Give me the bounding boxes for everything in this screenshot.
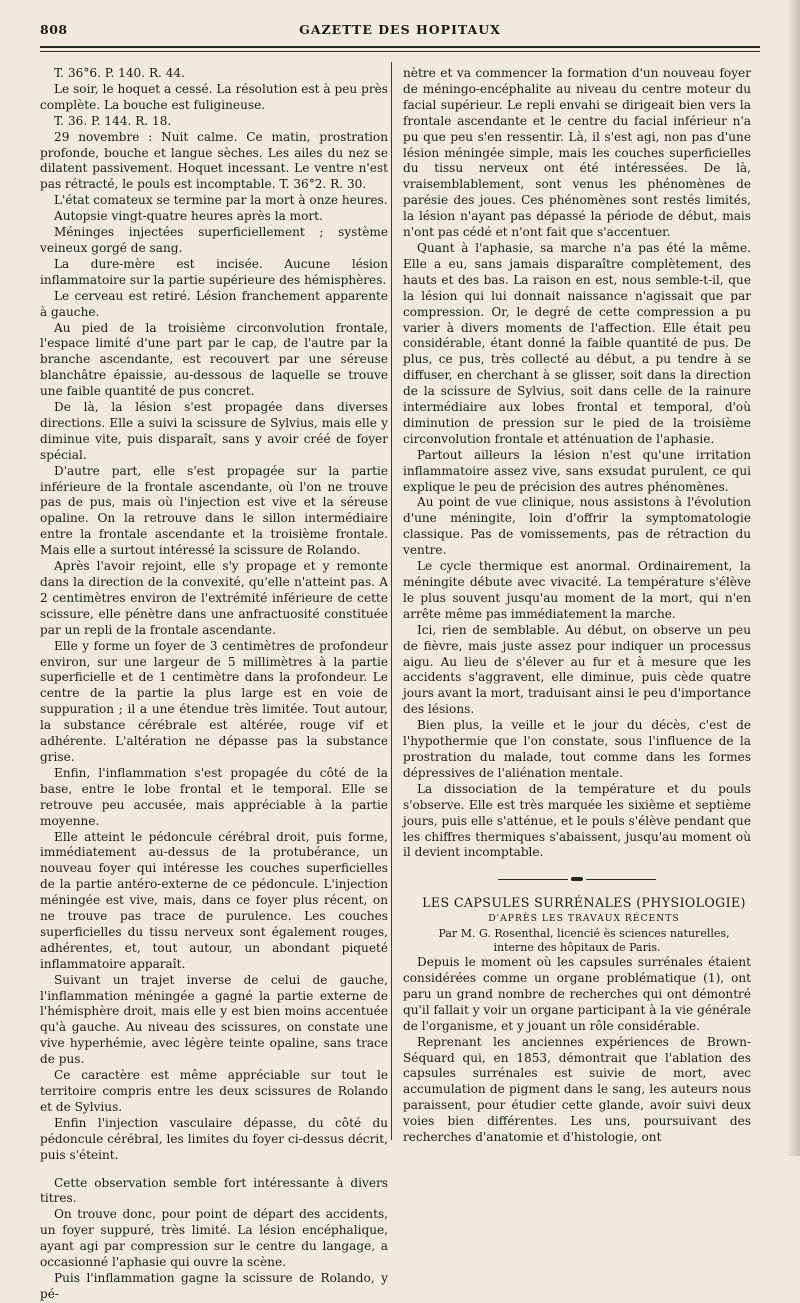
- ornament-line: [498, 879, 568, 880]
- paragraph: T. 36°6. P. 140. R. 44.: [54, 66, 185, 80]
- paragraph: Puis l'inflammation gagne la scissure de Rolando, y pé-: [40, 1270, 388, 1301]
- paragraph: Elle y forme un foyer de 3 centimètres de profondeur environ, sur une largeur de 5 millimètres à la partie superficielle et de 1 centimètre dans la profondeur. Le centre de la partie la plus large est en voie de suppuration ; il a une étendue très limitée. Tout autour, la substance cérébrale est altérée, rouge vif et adhérente. L'altération ne dépasse pas la substance grise.: [40, 638, 388, 764]
- left-column: [40, 66, 388, 1303]
- paragraph: On trouve donc, pour point de départ des accidents, un foyer suppuré, très limité. La lésion encéphalique, ayant agi par compression sur le centre du langage, a occasionné l'aphasie qui ouvre la scène.: [40, 1207, 388, 1270]
- article-byline: Par M. G. Rosenthal, licencié ès sciences naturelles, interne des hôpitaux de Paris.: [438, 927, 730, 955]
- paragraph: T. 36. P. 144. R. 18.: [54, 113, 172, 128]
- paragraph: La dissociation de la température et du pouls s'observe. Elle est très marquée les sixième et septième jours, puis elle s'atténue, et le pouls s'élève pendant que les chiffres thermiques s'abaissent, jusqu'au moment où il devient incomptable.: [403, 781, 751, 860]
- paragraph: Le soir, le hoquet a cessé. La résolution est à peu près complète. La bouche est fuligineuse.: [40, 81, 388, 112]
- page-header: [40, 22, 760, 40]
- paragraph: L'état comateux se termine par la mort à onze heures.: [54, 193, 388, 208]
- paragraph: Ici, rien de semblable. Au début, on observe un peu de fièvre, mais juste assez pour indiquer un processus aigu. Au lieu de s'élever au fur et à mesure que les accidents s'aggravent, elle diminue, puis cède quatre jours avant la mort, traduisant ainsi le peu d'importance des lésions.: [403, 622, 751, 717]
- paragraph: La dure-mère est incisée. Aucune lésion inflammatoire sur la partie supérieure des hémisphères.: [40, 256, 388, 287]
- paragraph: Bien plus, la veille et le jour du décès, c'est de l'hypothermie que l'on constate, sous l'influence de la prostration du malade, tout comme dans les formes dépressives de l'aliénation mentale.: [403, 718, 751, 780]
- article-title: LES CAPSULES SURRÉNALES (PHYSIOLOGIE): [422, 895, 746, 911]
- paragraph: Ce caractère est même appréciable sur tout le territoire compris entre les deux scissures de Rolando et de Sylvius.: [40, 1068, 388, 1114]
- paragraph: Elle atteint le pédoncule cérébral droit, puis forme, immédiatement au-dessus de la protubérance, un nouveau foyer qui intéresse les couches superficielles de la partie antéro-externe de ce pédoncule. L'injection méningée est vive, mais, dans ce foyer plus récent, on ne trouve pas trace de purulence. Les couches superficielles du tissu nerveux sont également rouges, adhérentes, et, tout autour, un abondant piqueté inflammatoire apparaît.: [40, 829, 388, 971]
- paragraph: Au point de vue clinique, nous assistons à l'évolution d'une méningite, loin d'offrir la symptomatologie classique. Pas de vomissements, pas de rétraction du ventre.: [403, 495, 751, 558]
- paragraph: Le cycle thermique est anormal. Ordinairement, la méningite débute avec vivacité. La température s'élève le plus souvent jusqu'au moment de la mort, qui n'en arrête même pas immédiatement la marche.: [403, 559, 751, 621]
- paragraph: Enfin, l'inflammation s'est propagée du côté de la base, entre le lobe frontal et le temporal. Elle se retrouve peu accusée, mais appréciable à la partie moyenne.: [40, 765, 388, 828]
- section-gap: [40, 1164, 388, 1176]
- paragraph: Autopsie vingt-quatre heures après la mort.: [54, 209, 323, 224]
- paragraph: Suivant un trajet inverse de celui de gauche, l'inflammation méningée a gagné la partie externe de l'hémisphère droit, mais elle y est bien moins accentuée qu'à gauche. Au niveau des scissures, on constate une vive hyperhémie, avec légère teinte opaline, sans trace de pus.: [40, 972, 388, 1067]
- paragraph: Méninges injectées superficiellement ; système veineux gorgé de sang.: [40, 225, 388, 255]
- paragraph: nètre et va commencer la formation d'un nouveau foyer de méningo-encéphalite au niveau du centre moteur du facial supérieur. Le repli envahi se dirigeait bien vers la frontale ascendante et le centre du facial inférieur n'a pu que peu s'en ressentir. Là, il s'est agi, non pas d'une lésion méningée simple, mais les couches superficielles du tissu nerveux ont été intéressées. De là, vraisemblablement, sont venus les phénomènes de parésie des joues. Ces phénomènes sont restés limités, la lésion n'ayant pas dépassé la période de début, mais n'ont pas cédé et n'ont fait que s'accentuer.: [403, 66, 751, 240]
- paragraph: Après l'avoir rejoint, elle s'y propage et y remonte dans la direction de la convexité, qu'elle n'atteint pas. A 2 centimètres environ de l'extrémité inférieure de cette scissure, elle pénètre dans une anfractuosité constituée par un repli de la frontale ascendante.: [40, 559, 388, 637]
- running-head: GAZETTE DES HOPITAUX: [299, 22, 501, 37]
- column-divider: [391, 62, 392, 1140]
- header-rule-thick: [40, 46, 760, 48]
- page-edge-shadow: [786, 0, 800, 1156]
- paragraph: Enfin l'injection vasculaire dépasse, du côté du pédoncule cérébral, les limites du foyer ci-dessus décrit, puis s'éteint.: [40, 1115, 388, 1162]
- page-number: 808: [40, 22, 68, 37]
- paragraph: Depuis le moment où les capsules surrénales étaient considérées comme un organe problématique (1), ont paru un grand nombre de recherches qui ont démontré qu'il fallait y voir un organe participant à la vie générale de l'organisme, et y jouant un rôle considérable.: [403, 955, 751, 1033]
- paragraph: De là, la lésion s'est propagée dans diverses directions. Elle a suivi la scissure de Sylvius, mais elle y diminue vite, puis disparaît, sans y avoir créé de foyer spécial.: [40, 400, 388, 462]
- header-rule-thin: [40, 51, 760, 52]
- paragraph: Au pied de la troisième circonvolution frontale, l'espace limité d'une part par le cap, de l'autre par la branche ascendante, est recouvert par une séreuse blanchâtre épaissie, au-dessous de laquelle se trouve une faible quantité de pus concret.: [40, 320, 388, 399]
- paragraph: Cette observation semble fort intéressante à divers titres.: [40, 1175, 388, 1206]
- ornament-line: [586, 879, 656, 880]
- ornament-dot: [571, 877, 583, 881]
- paragraph: D'autre part, elle s'est propagée sur la partie inférieure de la frontale ascendante, où l'on ne trouve pas de pus, mais où l'injection est vive et la séreuse opaline. On la retrouve dans le sillon intermédiaire entre la frontale ascendante et la troisième frontale. Mais elle a surtout intéressé la scissure de Rolando.: [40, 463, 388, 558]
- paragraph: Reprenant les anciennes expériences de Brown-Séquard qui, en 1853, démontrait que l'ablation des capsules surrénales est suivie de mort, avec accumulation de pigment dans le sang, les auteurs nous paraissent, pour étudier cette glande, avoir suivi deux voies bien différentes. Les uns, poursuivant des recherches d'anatomie et d'histologie, ont: [403, 1034, 751, 1145]
- paragraph: Quant à l'aphasie, sa marche n'a pas été la même. Elle a eu, sans jamais disparaître complètement, des hauts et des bas. La raison en est, nous semble-t-il, que la lésion qui lui donnait naissance n'agissait que par compression. Or, le degré de cette compression a pu varier à divers moments de l'affection. Elle était peu considérable, étant donné la faible quantité de pus. De plus, ce pus, très collecté au début, a pu tendre à se diffuser, en cherchant à se glisser, soit dans la direction de la scissure de Sylvius, soit dans celle de la rainure intermédiaire aux lobes frontal et temporal, d'où diminution de pression sur le pied de la troisième circonvolution frontale et atténuation de l'aphasie.: [403, 240, 751, 446]
- right-column: [403, 66, 751, 1146]
- paragraph: Partout ailleurs la lésion n'est qu'une irritation inflammatoire assez vive, sans exsudat purulent, ce qui explique le peu de précision des autres phénomènes.: [403, 447, 751, 494]
- paragraph: Le cerveau est retiré. Lésion franchement apparente à gauche.: [40, 288, 388, 319]
- paragraph: 29 novembre : Nuit calme. Ce matin, prostration profonde, bouche et langue sèches. Les ailes du nez se dilatent passivement. Hoquet incessant. Le ventre n'est pas rétracté, le pouls est incomptable. T. 36°2. R. 30.: [40, 129, 388, 192]
- section-ornament: [403, 875, 751, 883]
- article-subtitle: D'APRÈS LES TRAVAUX RÉCENTS: [488, 913, 680, 925]
